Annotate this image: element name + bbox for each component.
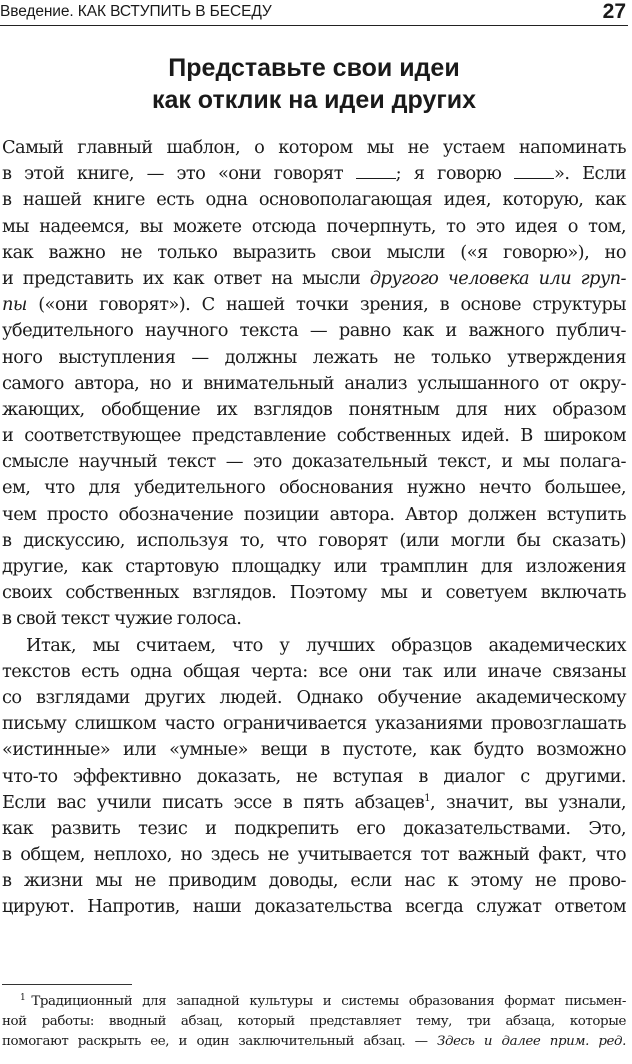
text-line: что-то эффективно доказать, не вступая в диалог с другими. xyxy=(2,765,626,787)
text-line: ного выступления — должны лежать не только утверждения xyxy=(2,346,626,368)
text-line: со взглядами других людей. Однако обучение академическому xyxy=(2,686,626,708)
footnote-line xyxy=(2,1032,626,1052)
text-line: смысле научный текст — это доказательный текст, и мы полага- xyxy=(2,451,626,473)
text-line: как важно не только выразить свои мысли («я говорю»), но xyxy=(2,241,626,263)
text-line: мы надеемся, вы можете отсюда почерпнуть, то это идея о том, xyxy=(2,215,626,237)
footnote-divider xyxy=(2,984,132,985)
fill-in-blank xyxy=(514,164,554,179)
text-line: Самый главный шаблон, о котором мы не устаем напоминать xyxy=(2,137,626,158)
page-number: 27 xyxy=(602,0,626,23)
paragraph-2 xyxy=(2,633,626,921)
section-title-line-2: как отклик на идеи других xyxy=(151,86,477,114)
emphasis-text: другого человека или груп- xyxy=(369,267,627,289)
text-line xyxy=(2,790,626,816)
text-line: «истинные» или «умные» вещи в пустоте, как будто возможно xyxy=(2,739,626,761)
text-span: ; я говорю xyxy=(395,163,502,185)
section-title xyxy=(0,52,628,116)
text-line: самого автора, но и внимательный анализ услышанного от окру- xyxy=(2,372,626,394)
paragraph-1 xyxy=(2,135,626,633)
section-title-line-1: Представьте свои идеи xyxy=(168,54,460,82)
text-line: убедительного научного текста — равно как и важного публич- xyxy=(2,320,626,342)
text-line xyxy=(2,266,626,292)
text-line xyxy=(2,161,626,187)
emphasis-text: Здесь и далее прим. ред. xyxy=(437,1034,626,1049)
footnote xyxy=(2,992,626,1052)
text-span: Если вас учили писать эссе в пять абзацев xyxy=(2,791,425,813)
text-line: своих собственных взглядов. Поэтому мы и советуем включать xyxy=(2,582,626,604)
text-line: как развить тезис и подкрепить его доказательствами. Это, xyxy=(2,817,626,839)
fill-in-blank xyxy=(356,164,396,179)
footnote-line xyxy=(2,992,626,1012)
text-span: Традиционный для западной культуры и системы образования формат письмен- xyxy=(31,994,626,1009)
text-line: в дискуссию, используя то, что говорят (или могли бы сказать) xyxy=(2,529,626,551)
text-line: в свой текст чужие голоса. xyxy=(2,608,242,630)
chapter-title: Введение. КАК ВСТУПИТЬ В БЕСЕДУ xyxy=(0,3,272,20)
text-line: цируют. Напротив, наши доказательства всегда служат ответом xyxy=(2,896,626,918)
text-line: Итак, мы считаем, что у лучших образцов академических xyxy=(26,634,626,656)
text-span: , значит, вы узнали, xyxy=(430,791,626,813)
running-head xyxy=(0,0,628,26)
text-span: помогают раскрыть ее, и один заключительный абзац. — xyxy=(2,1034,437,1049)
text-span: в этой книге, — это «они говорят xyxy=(2,163,343,185)
text-line: жающих, обобщение их взглядов понятным для них образом xyxy=(2,398,626,420)
text-line: письму слишком часто ограничивается указаниями провозглашать xyxy=(2,713,626,735)
text-line: ем, что для убедительного обоснования нужно нечто большее, xyxy=(2,477,626,499)
text-line: чем просто обозначение позиции автора. Автор должен вступить xyxy=(2,503,626,525)
body-text xyxy=(2,135,626,921)
text-line: текстов есть одна общая черта: все они так или иначе связаны xyxy=(2,660,626,682)
emphasis-text: пы xyxy=(2,294,27,316)
text-span: («они говорят»). С нашей точки зрения, в основе структуры xyxy=(26,294,626,316)
footnote-line: ной работы: вводный абзац, который представляет тему, три абзаца, которые xyxy=(2,1014,626,1029)
text-line: в общем, неплохо, но здесь не учитывается тот важный факт, что xyxy=(2,844,626,866)
text-line: в жизни мы не приводим доводы, если нас к этому не прово- xyxy=(2,870,626,892)
text-span: ». Если xyxy=(554,163,626,185)
text-line: в нашей книге есть одна основополагающая идея, которую, как xyxy=(2,189,626,211)
text-line: и соответствующее представление собственных идей. В широком xyxy=(2,425,626,447)
footnote-reference[interactable]: 1 xyxy=(424,792,430,804)
text-line: другие, как стартовую площадку или трамплин для изложения xyxy=(2,556,626,577)
text-span: и представить их как ответ на мысли xyxy=(2,267,370,289)
text-line xyxy=(2,292,626,318)
footnote-number: 1 xyxy=(20,992,26,1003)
